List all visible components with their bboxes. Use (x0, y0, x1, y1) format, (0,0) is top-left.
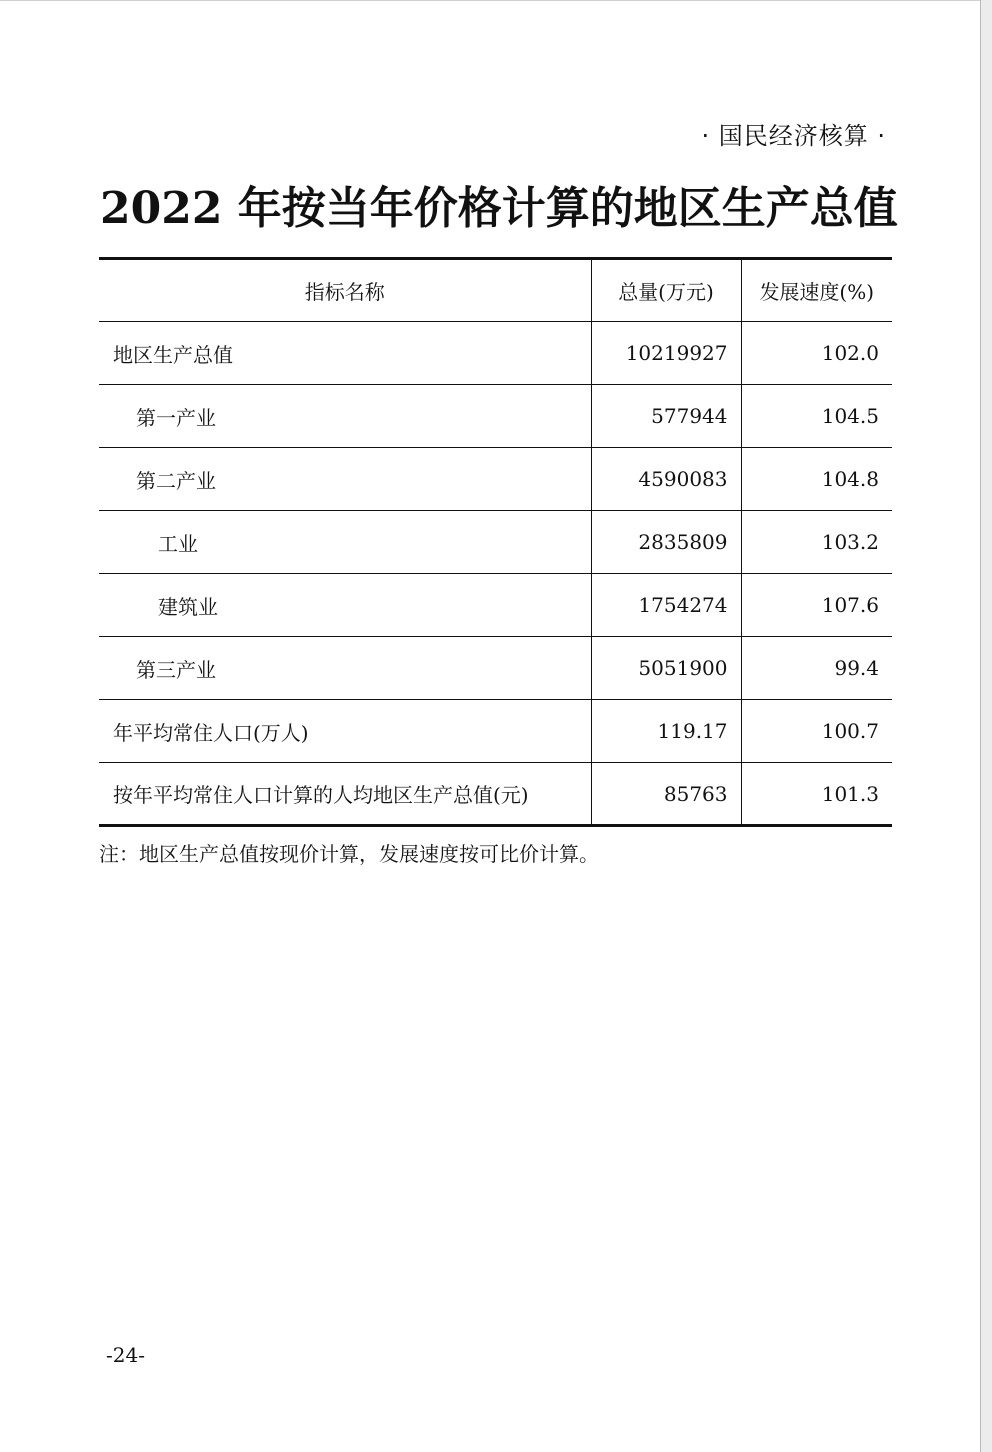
row-total: 577944 (591, 385, 741, 448)
row-growth: 101.3 (741, 763, 892, 826)
table-row (99, 763, 892, 826)
header-total: 总量(万元) (591, 259, 741, 322)
page-top-edge (0, 0, 980, 1)
row-name: 工业 (99, 511, 591, 574)
row-name: 第二产业 (99, 448, 591, 511)
row-name: 建筑业 (99, 574, 591, 637)
row-growth: 99.4 (741, 637, 892, 700)
row-growth: 100.7 (741, 700, 892, 763)
row-name: 年平均常住人口(万人) (99, 700, 591, 763)
header-indicator-name: 指标名称 (99, 259, 591, 322)
page-right-edge (980, 0, 992, 1452)
table-row (99, 574, 892, 637)
row-growth: 102.0 (741, 322, 892, 385)
page-title: 2022 年按当年价格计算的地区生产总值 (100, 183, 898, 234)
table-row (99, 637, 892, 700)
row-growth: 104.5 (741, 385, 892, 448)
header-growth-rate: 发展速度(%) (741, 259, 892, 322)
gdp-table (99, 257, 892, 827)
footnote: 注：地区生产总值按现价计算，发展速度按可比价计算。 (99, 842, 599, 866)
row-name: 第三产业 (99, 637, 591, 700)
row-name: 第一产业 (99, 385, 591, 448)
table-row (99, 511, 892, 574)
row-name: 按年平均常住人口计算的人均地区生产总值(元) (99, 763, 591, 826)
row-growth: 107.6 (741, 574, 892, 637)
table-row (99, 448, 892, 511)
row-growth: 103.2 (741, 511, 892, 574)
table-header-row (99, 259, 892, 322)
row-total: 4590083 (591, 448, 741, 511)
row-total: 5051900 (591, 637, 741, 700)
table-row (99, 385, 892, 448)
row-total: 119.17 (591, 700, 741, 763)
row-total: 85763 (591, 763, 741, 826)
row-total: 10219927 (591, 322, 741, 385)
row-name: 地区生产总值 (99, 322, 591, 385)
page-number: -24- (106, 1343, 145, 1367)
row-total: 2835809 (591, 511, 741, 574)
table-row (99, 322, 892, 385)
row-total: 1754274 (591, 574, 741, 637)
row-growth: 104.8 (741, 448, 892, 511)
section-header: · 国民经济核算 · (701, 122, 886, 150)
table-row (99, 700, 892, 763)
